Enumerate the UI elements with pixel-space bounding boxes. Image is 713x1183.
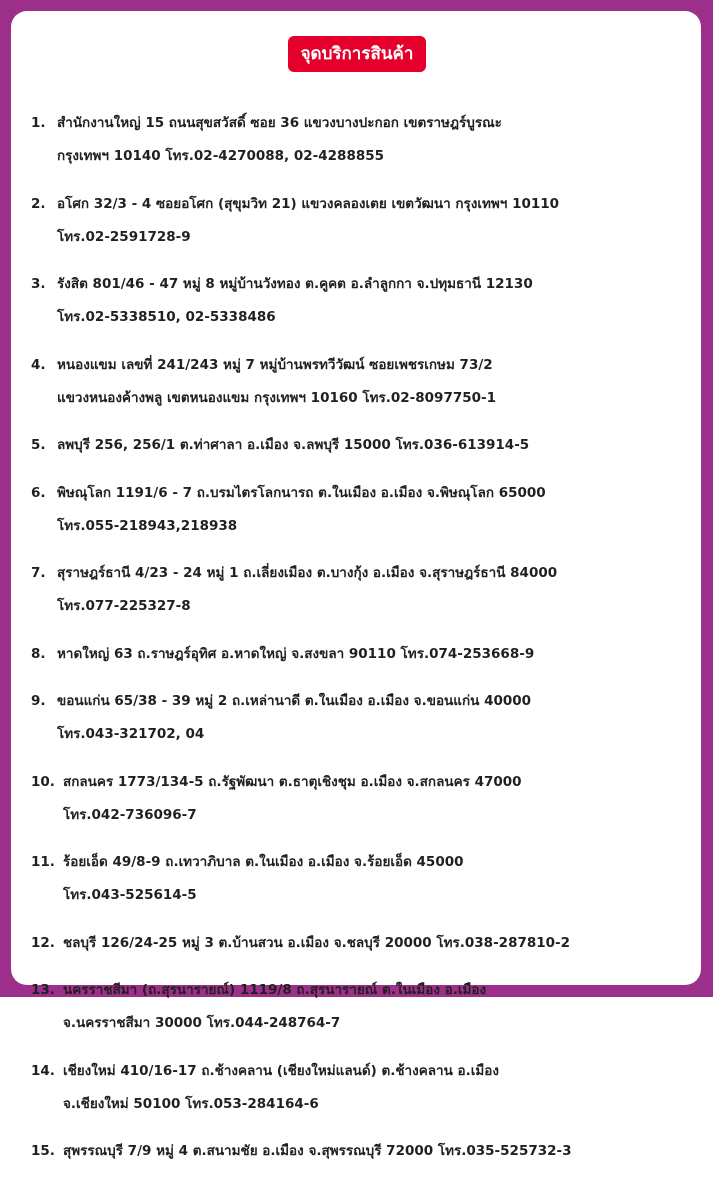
branch-address-line: นครราชสีมา (ถ.สุรนารายณ์) 1119/8 ถ.สุรนารายณ์ ต.ในเมือง อ.เมือง bbox=[63, 982, 487, 998]
branch-address-line: โทร.077-225327-8 bbox=[57, 598, 191, 614]
branch-address-line: เชียงใหม่ 410/16-17 ถ.ช้างคลาน (เชียงใหม่แลนด์) ต.ช้างคลาน อ.เมือง bbox=[63, 1062, 499, 1079]
branch-address-line: โทร.042-736096-7 bbox=[63, 806, 197, 823]
branch-address-line: รังสิต 801/46 - 47 หมู่ 8 หมู่บ้านวังทอง ต.คูคต อ.ลำลูกกา จ.ปทุมธานี 12130 bbox=[57, 276, 533, 292]
branch-number: 1. bbox=[31, 115, 46, 131]
branch-item bbox=[31, 188, 689, 254]
branch-address-line: สกลนคร 1773/134-5 ถ.รัฐพัฒนา ต.ธาตุเชิงชุม อ.เมือง จ.สกลนคร 47000 bbox=[63, 773, 522, 790]
branch-address-line: โทร.043-525614-5 bbox=[63, 887, 197, 903]
branch-address-line: แขวงหนองค้างพลู เขตหนองแขม กรุงเทพฯ 10160 โทร.02-8097750-1 bbox=[57, 389, 497, 406]
branch-address bbox=[63, 846, 689, 912]
branch-address bbox=[57, 188, 689, 254]
branch-address-line: ชลบุรี 126/24-25 หมู่ 3 ต.บ้านสวน อ.เมือง จ.ชลบุรี 20000 โทร.038-287810-2 bbox=[63, 934, 571, 951]
branch-address-line: อโศก 32/3 - 4 ซอยอโศก (สุขุมวิท 21) แขวงคลองเตย เขตวัฒนา กรุงเทพฯ 10110 bbox=[57, 195, 560, 212]
page-title: จุดบริการสินค้า bbox=[288, 36, 427, 72]
branch-item bbox=[31, 846, 689, 912]
branch-item bbox=[31, 107, 689, 173]
branch-address bbox=[57, 638, 689, 671]
branch-item bbox=[31, 268, 689, 334]
branch-address bbox=[63, 1135, 689, 1168]
branch-number: 14. bbox=[31, 1062, 55, 1079]
branch-item bbox=[31, 557, 689, 623]
branch-item bbox=[31, 477, 689, 543]
branch-address bbox=[57, 349, 689, 415]
branch-item bbox=[31, 429, 689, 462]
branch-list bbox=[31, 107, 689, 1183]
branch-address-line: โทร.02-2591728-9 bbox=[57, 228, 191, 245]
branch-number: 4. bbox=[31, 356, 46, 373]
branch-item bbox=[31, 1055, 689, 1121]
branch-number: 5. bbox=[31, 437, 46, 453]
branch-number: 2. bbox=[31, 195, 46, 212]
branch-address-line: พิษณุโลก 1191/6 - 7 ถ.บรมไตรโลกนารถ ต.ในเมือง อ.เมือง จ.พิษณุโลก 65000 bbox=[57, 484, 546, 501]
branch-number: 12. bbox=[31, 934, 55, 951]
branch-item bbox=[31, 927, 689, 960]
branch-address bbox=[63, 974, 689, 1040]
branch-number: 11. bbox=[31, 854, 55, 870]
branch-number: 10. bbox=[31, 773, 55, 790]
branch-address-line: จ.นครราชสีมา 30000 โทร.044-248764-7 bbox=[63, 1015, 341, 1031]
branch-address-line: ลพบุรี 256, 256/1 ต.ท่าศาลา อ.เมือง จ.ลพบุรี 15000 โทร.036-613914-5 bbox=[57, 437, 530, 453]
branch-address-line: โทร.055-218943,218938 bbox=[57, 517, 238, 534]
branch-address bbox=[57, 429, 689, 462]
branch-address-line: สุพรรณบุรี 7/9 หมู่ 4 ต.สนามชัย อ.เมือง จ.สุพรรณบุรี 72000 โทร.035-525732-3 bbox=[63, 1143, 572, 1159]
branch-address-line: ขอนแก่น 65/38 - 39 หมู่ 2 ถ.เหล่านาดี ต.ในเมือง อ.เมือง จ.ขอนแก่น 40000 bbox=[57, 693, 532, 709]
branch-number: 15. bbox=[31, 1143, 55, 1159]
branch-item bbox=[31, 685, 689, 751]
branch-number: 13. bbox=[31, 982, 55, 998]
branch-address-line: สำนักงานใหญ่ 15 ถนนสุขสวัสดิ์ ซอย 36 แขวงบางปะกอก เขตราษฎร์บูรณะ bbox=[57, 115, 502, 131]
branch-address bbox=[63, 1055, 689, 1121]
branch-item bbox=[31, 766, 689, 832]
branch-address-line: หาดใหญ่ 63 ถ.ราษฎร์อุทิศ อ.หาดใหญ่ จ.สงขลา 90110 โทร.074-253668-9 bbox=[57, 645, 535, 662]
branch-address-line: จ.เชียงใหม่ 50100 โทร.053-284164-6 bbox=[63, 1095, 319, 1112]
branch-item bbox=[31, 349, 689, 415]
branch-address-line: หนองแขม เลขที่ 241/243 หมู่ 7 หมู่บ้านพรทวีวัฒน์ ซอยเพชรเกษม 73/2 bbox=[57, 356, 493, 373]
branch-number: 7. bbox=[31, 565, 46, 581]
branch-address-line: สุราษฎร์ธานี 4/23 - 24 หมู่ 1 ถ.เลี่ยงเมือง ต.บางกุ้ง อ.เมือง จ.สุราษฎร์ธานี 84000 bbox=[57, 565, 558, 581]
branch-address bbox=[57, 268, 689, 334]
branch-address bbox=[63, 766, 689, 832]
branch-address-line: โทร.02-5338510, 02-5338486 bbox=[57, 309, 276, 325]
branch-address bbox=[57, 477, 689, 543]
branch-address-line: กรุงเทพฯ 10140 โทร.02-4270088, 02-4288855 bbox=[57, 148, 385, 164]
branch-address-line: ร้อยเอ็ด 49/8-9 ถ.เทวาภิบาล ต.ในเมือง อ.เมือง จ.ร้อยเอ็ด 45000 bbox=[63, 854, 464, 870]
branch-number: 8. bbox=[31, 645, 46, 662]
branch-address-line: โทร.043-321702, 04 bbox=[57, 726, 205, 742]
branch-address bbox=[57, 107, 689, 173]
branch-number: 3. bbox=[31, 276, 46, 292]
branch-number: 6. bbox=[31, 484, 46, 501]
branch-address bbox=[57, 557, 689, 623]
branch-item bbox=[31, 638, 689, 671]
branch-item bbox=[31, 974, 689, 1040]
title-container bbox=[11, 36, 701, 72]
branch-address bbox=[63, 927, 689, 960]
branch-item bbox=[31, 1135, 689, 1168]
branch-number: 9. bbox=[31, 693, 46, 709]
content-card bbox=[11, 11, 701, 1159]
branch-address bbox=[57, 685, 689, 751]
